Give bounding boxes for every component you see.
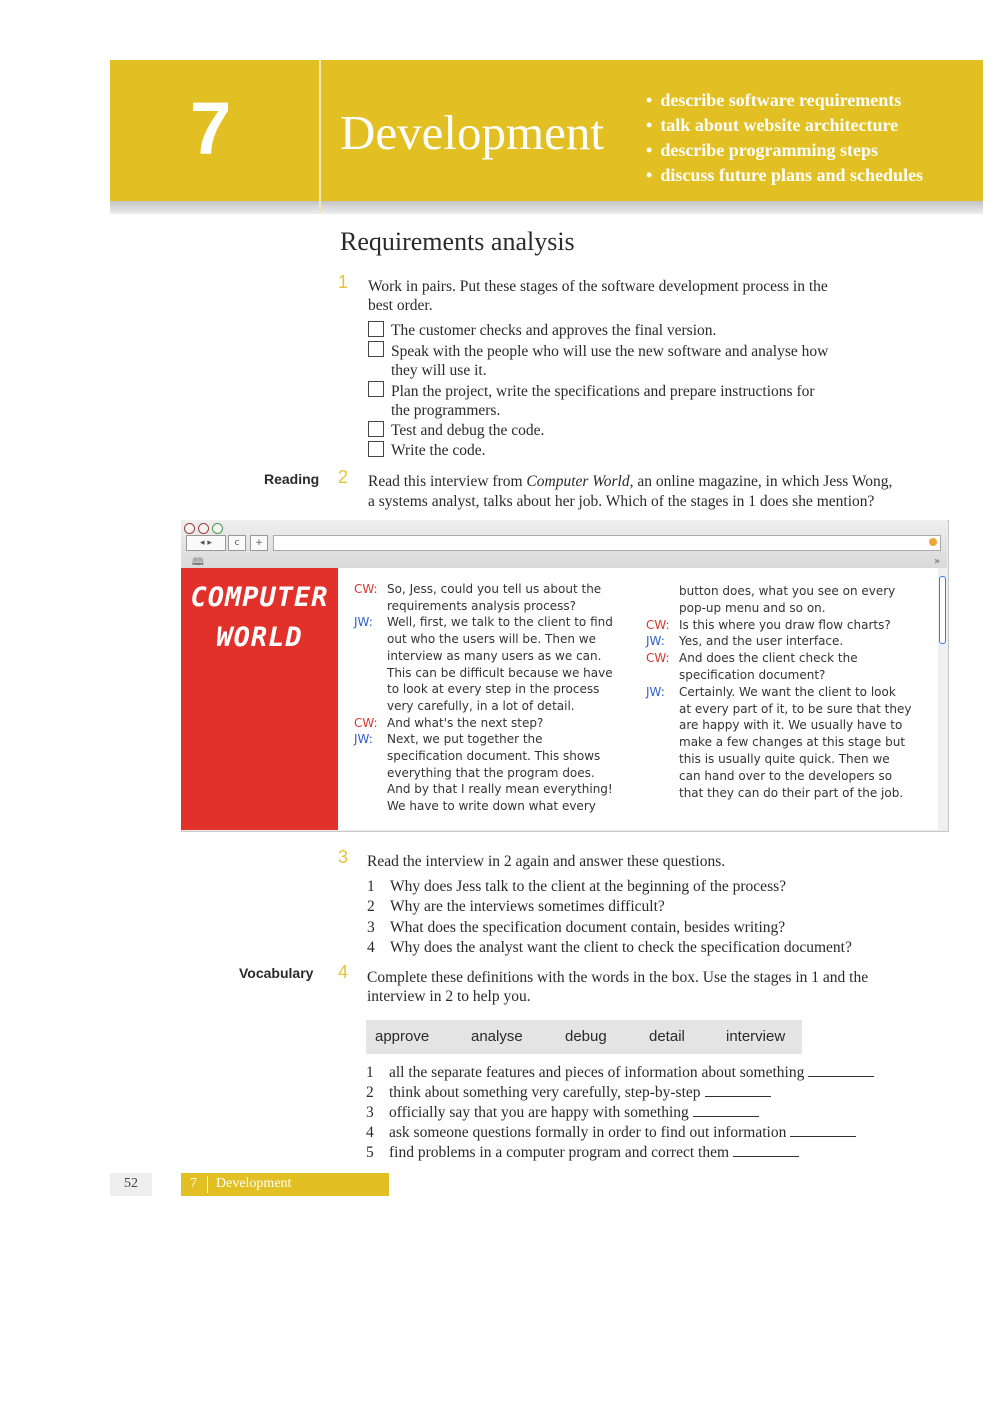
interview-line: that they can do their part of the job. xyxy=(679,785,904,800)
definition-number: 1 xyxy=(366,1064,374,1081)
interview-line: can hand over to the developers so xyxy=(679,768,893,783)
definition-item: officially say that you are happy with something xyxy=(389,1103,759,1123)
definition-item: ask someone questions formally in order to find out information xyxy=(389,1123,856,1143)
stage-text: they will use it. xyxy=(391,362,487,379)
definition-number: 5 xyxy=(366,1144,374,1161)
interview-line: very carefully, in a lot of detail. xyxy=(387,698,575,713)
speaker-label: JW: xyxy=(646,634,665,649)
speaker-label: CW: xyxy=(354,582,378,596)
order-checkbox[interactable] xyxy=(368,381,384,397)
interview-line: We have to write down what every xyxy=(387,799,596,814)
interview-line: specification document? xyxy=(679,668,826,682)
exercise-instruction: interview in 2 to help you. xyxy=(367,988,531,1005)
interview-line: button does, what you see on every xyxy=(679,584,896,598)
question-number: 2 xyxy=(367,898,375,915)
question-text: What does the specification document contain, besides writing? xyxy=(390,919,786,936)
header-divider xyxy=(319,60,321,214)
order-checkbox[interactable] xyxy=(368,421,384,437)
footer-chapter-title: Development xyxy=(216,1176,292,1191)
stage-text: The customer checks and approves the final version. xyxy=(391,322,717,339)
exercise-instruction: a systems analyst, talks about her job. Which of the stages in 1 does she mention? xyxy=(368,493,875,510)
chapter-objectives xyxy=(646,88,923,188)
stage-text: Plan the project, write the specifications and prepare instructions for xyxy=(391,383,815,400)
question-text: Why are the interviews sometimes difficult? xyxy=(390,898,665,915)
definition-number: 4 xyxy=(366,1124,374,1141)
exercise-instruction: Work in pairs. Put these stages of the software development process in the xyxy=(368,278,828,295)
definition-number: 2 xyxy=(366,1084,374,1101)
speaker-label: CW: xyxy=(646,651,670,666)
interview-line: Yes, and the user interface. xyxy=(679,634,844,649)
word-debug: debug xyxy=(565,1028,607,1045)
chapter-number: 7 xyxy=(190,87,232,170)
exercise-number: 4 xyxy=(338,962,349,982)
definition-item: think about something very carefully, step-by-step xyxy=(389,1083,771,1103)
window-close-icon[interactable] xyxy=(184,523,195,534)
interview-line: interview as many users as we can. xyxy=(387,648,602,663)
speaker-label: JW: xyxy=(646,684,665,699)
word-detail: detail xyxy=(649,1028,685,1045)
word-approve: approve xyxy=(375,1028,430,1045)
address-bar[interactable] xyxy=(273,535,941,551)
more-bookmarks-icon[interactable]: » xyxy=(934,556,941,567)
interview-line: This can be difficult because we have xyxy=(387,665,613,680)
definition-number: 3 xyxy=(366,1104,374,1121)
exercise-number: 3 xyxy=(338,847,349,867)
interview-line: at every part of it, to be sure that they xyxy=(679,701,912,716)
answer-blank[interactable] xyxy=(808,1064,874,1077)
speaker-label: JW: xyxy=(354,732,373,747)
word-interview: interview xyxy=(726,1028,786,1045)
objective-item: • talk about website architecture xyxy=(646,113,923,138)
definition-item: find problems in a computer program and correct them xyxy=(389,1143,799,1163)
interview-line: And what's the next step? xyxy=(387,715,544,730)
order-checkbox[interactable] xyxy=(368,321,384,337)
side-label-reading: Reading xyxy=(264,471,320,487)
interview-line: Next, we put together the xyxy=(387,732,543,747)
footer-chapter-number: 7 xyxy=(190,1176,197,1191)
speaker-label: JW: xyxy=(354,615,373,630)
question-number: 3 xyxy=(367,919,375,936)
interview-column-right xyxy=(646,583,932,803)
chapter-title: Development xyxy=(340,105,604,160)
interview-line: Certainly. We want the client to look xyxy=(679,684,896,699)
stage-text: Test and debug the code. xyxy=(391,422,545,439)
back-forward-icon[interactable]: ◂ ▸ xyxy=(186,535,226,551)
footer-divider xyxy=(207,1176,208,1193)
exercise-instruction: best order. xyxy=(368,297,433,314)
scrollbar-thumb[interactable] xyxy=(939,576,946,644)
interview-line: Well, first, we talk to the client to find xyxy=(387,615,613,630)
question-text: Why does Jess talk to the client at the beginning of the process? xyxy=(390,878,787,895)
interview-line: And by that I really mean everything! xyxy=(387,782,613,797)
page-number: 52 xyxy=(124,1176,138,1191)
objective-item: • describe software requirements xyxy=(646,88,923,113)
interview-line: make a few changes at this stage but xyxy=(679,735,906,750)
reload-icon[interactable]: c xyxy=(228,535,246,551)
rss-icon[interactable] xyxy=(929,538,937,546)
header-shadow xyxy=(110,201,983,214)
bookmarks-icon[interactable]: 🕮 xyxy=(192,557,204,568)
window-minimize-icon[interactable] xyxy=(198,523,209,534)
exercise-number: 2 xyxy=(338,467,349,487)
speaker-label: CW: xyxy=(646,617,670,632)
interview-line: to look at every step in the process xyxy=(387,682,600,697)
exercise-number: 1 xyxy=(338,272,349,292)
interview-line: are happy with it. We usually have to xyxy=(679,718,903,733)
interview-line: specification document. This shows xyxy=(387,749,601,763)
order-checkbox[interactable] xyxy=(368,441,384,457)
interview-line: So, Jess, could you tell us about the xyxy=(387,582,602,596)
section-title: Requirements analysis xyxy=(340,227,575,256)
new-tab-icon[interactable]: + xyxy=(250,535,268,551)
interview-line: requirements analysis process? xyxy=(387,598,576,613)
interview-line: Is this where you draw flow charts? xyxy=(679,617,891,632)
exercise-instruction: Read this interview from Computer World, an online magazine, in which Jess Wong, xyxy=(368,473,893,490)
stage-text: the programmers. xyxy=(391,402,501,419)
order-checkbox[interactable] xyxy=(368,341,384,357)
objective-item: • discuss future plans and schedules xyxy=(646,163,923,188)
interview-line: out who the users will be. Then we xyxy=(387,632,596,647)
interview-line: everything that the program does. xyxy=(387,765,595,780)
question-text: Why does the analyst want the client to check the specification document? xyxy=(390,939,852,956)
exercise-instruction: Complete these definitions with the words in the box. Use the stages in 1 and the xyxy=(367,969,869,986)
window-zoom-icon[interactable] xyxy=(212,523,223,534)
objective-item: • describe programming steps xyxy=(646,138,923,163)
answer-blank[interactable] xyxy=(705,1084,771,1097)
interview-column-left xyxy=(354,581,634,821)
interview-line: this is usually quite quick. Then we xyxy=(679,752,890,766)
interview-line: And does the client check the xyxy=(679,651,858,666)
stage-text: Write the code. xyxy=(391,442,486,459)
answer-blank[interactable] xyxy=(733,1144,799,1157)
word-analyse: analyse xyxy=(471,1028,523,1045)
speaker-label: CW: xyxy=(354,715,378,730)
question-number: 1 xyxy=(367,878,375,895)
interview-line: pop-up menu and so on. xyxy=(679,600,826,615)
exercise-instruction: Read the interview in 2 again and answer these questions. xyxy=(367,853,726,870)
stage-text: Speak with the people who will use the new software and analyse how xyxy=(391,343,829,360)
magazine-name: Computer World xyxy=(526,473,630,490)
side-label-vocabulary: Vocabulary xyxy=(239,965,314,981)
magazine-logo: COMPUTER WORLD xyxy=(190,582,329,653)
answer-blank[interactable] xyxy=(693,1104,759,1117)
definition-item: all the separate features and pieces of information about something xyxy=(389,1063,874,1083)
question-number: 4 xyxy=(367,939,375,956)
answer-blank[interactable] xyxy=(790,1124,856,1137)
